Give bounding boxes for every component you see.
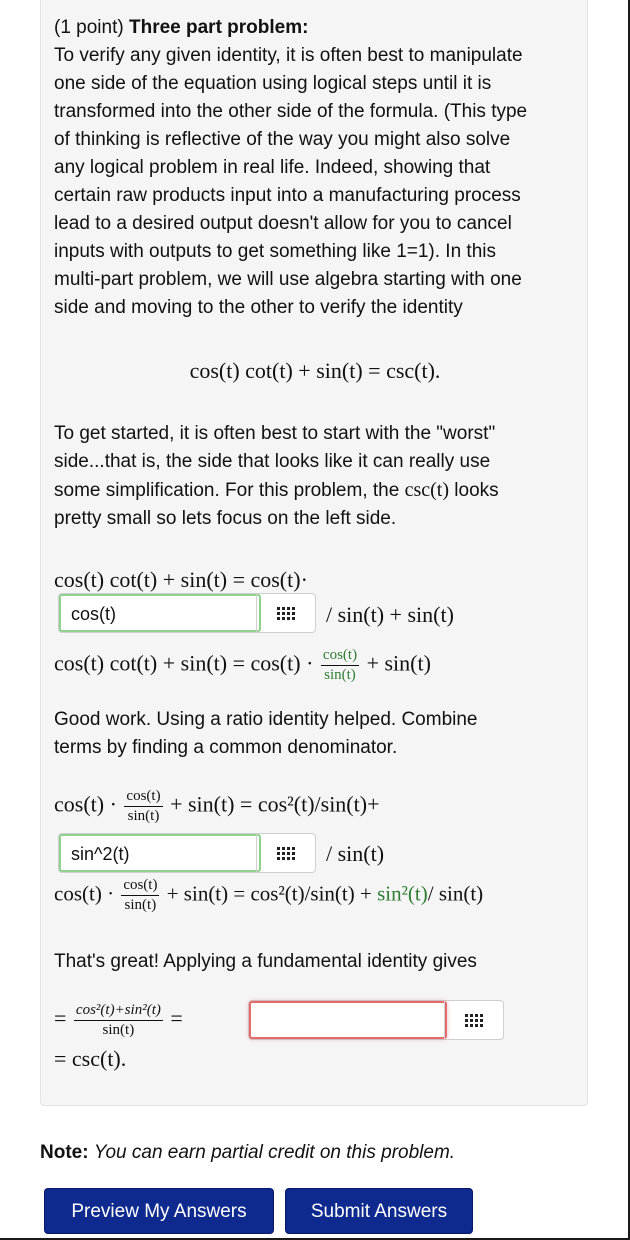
part2-left: cos(t) · <box>54 791 117 817</box>
keyboard-button[interactable] <box>256 834 315 872</box>
part3-line <box>54 1002 183 1039</box>
fraction-denominator: sin(t) <box>324 667 356 683</box>
keyboard-button[interactable] <box>256 594 315 632</box>
fraction-denominator: sin(t) <box>127 808 160 824</box>
part1-result-right: + sin(t) <box>366 650 431 676</box>
identity-equation: cos(t) cot(t) + sin(t) = csc(t). <box>189 358 441 383</box>
intro-line: one side of the equation using logical steps until it is <box>54 73 492 94</box>
part1-fraction <box>321 647 359 684</box>
part2-left: cos(t) · <box>54 881 115 906</box>
intro-line: certain raw products input into a manufacturing process <box>54 185 521 206</box>
intro-line: inputs with outputs to get something like 1=1). In this <box>54 241 497 262</box>
feedback-line: Good work. Using a ratio identity helped. Combine <box>54 709 478 730</box>
problem-text <box>54 14 527 322</box>
problem-title: Three part problem: <box>128 17 309 38</box>
feedback-line: terms by finding a common denominator. <box>54 737 398 758</box>
partial-credit-note <box>40 1142 455 1164</box>
keyboard-button[interactable] <box>444 1001 503 1039</box>
start-line: pretty small so lets focus on the left side. <box>54 508 397 529</box>
part2-fraction <box>121 877 159 914</box>
intro-line: transformed into the other side of the formula. (This type <box>54 101 528 122</box>
part2-line1 <box>54 788 379 825</box>
preview-answers-button[interactable]: Preview My Answers <box>44 1188 274 1234</box>
start-line: some simplification. For this problem, the <box>54 480 400 501</box>
submit-answers-button[interactable]: Submit Answers <box>285 1188 473 1234</box>
keyboard-icon <box>277 607 295 620</box>
part1-answer-input[interactable]: cos(t) <box>59 594 261 632</box>
note-label: Note: <box>40 1142 89 1163</box>
part2-result-green: sin²(t) <box>377 881 428 906</box>
intro-line: of thinking is reflective of the way you might also solve <box>54 129 511 150</box>
fraction-numerator: cos(t) <box>124 788 162 807</box>
fraction-numerator: cos(t) <box>321 647 359 666</box>
part2-result <box>54 877 483 914</box>
part3-answer-input[interactable] <box>249 1001 447 1039</box>
keyboard-icon <box>277 847 295 860</box>
part2-answer-box <box>58 833 316 873</box>
intro-line: To verify any given identity, it is often best to manipulate <box>54 45 523 66</box>
start-line: To get started, it is often best to start with the "worst" <box>54 423 496 444</box>
equals-sign: = <box>54 1005 67 1031</box>
part3-answer-box <box>248 1000 504 1040</box>
part1-after-box: / sin(t) + sin(t) <box>326 602 454 627</box>
start-line: looks <box>454 480 499 501</box>
intro-line: side and moving to the other to verify the identity <box>54 297 463 318</box>
part1-line1: cos(t) cot(t) + sin(t) = cos(t)· <box>54 567 308 592</box>
part2-answer-input[interactable]: sin^2(t) <box>59 834 261 872</box>
start-text <box>54 420 499 533</box>
part2-fraction <box>124 788 162 825</box>
intro-line: lead to a desired output doesn't allow for you to cancel <box>54 213 512 234</box>
part2-result-end: / sin(t) <box>427 881 484 906</box>
fraction-numerator: cos²(t)+sin²(t) <box>74 1002 163 1021</box>
part2-line1-right: + sin(t) = cos²(t)/sin(t)+ <box>170 791 380 817</box>
fraction-denominator: sin(t) <box>124 897 157 913</box>
intro-line: any logical problem in real life. Indeed, showing that <box>54 157 491 178</box>
part3-final: = csc(t). <box>54 1046 127 1071</box>
csc-inline: csc(t) <box>404 479 449 501</box>
fraction-denominator: sin(t) <box>102 1022 135 1038</box>
fraction-numerator: cos(t) <box>121 877 159 896</box>
part2-result-mid: + sin(t) = cos²(t)/sin(t) + <box>166 881 372 906</box>
part1-result-left: cos(t) cot(t) + sin(t) = cos(t) · <box>54 650 314 676</box>
part1-feedback <box>54 706 478 762</box>
part1-result <box>54 647 431 684</box>
part2-feedback: That's great! Applying a fundamental identity gives <box>54 951 477 972</box>
part3-fraction <box>74 1002 163 1039</box>
equals-sign: = <box>170 1005 183 1031</box>
points-label: (1 point) <box>54 17 124 38</box>
part1-answer-box <box>58 593 316 633</box>
note-text: You can earn partial credit on this problem. <box>93 1142 456 1163</box>
intro-line: multi-part problem, we will use algebra starting with one <box>54 269 522 290</box>
start-line: side...that is, the side that looks like it can really use <box>54 451 491 472</box>
part2-after-box: / sin(t) <box>326 841 385 866</box>
keyboard-icon <box>465 1014 483 1027</box>
